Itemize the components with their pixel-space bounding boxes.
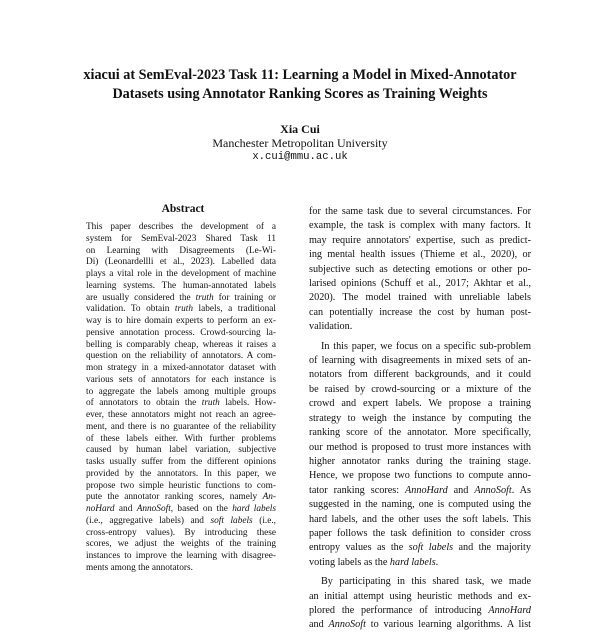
introduction-column bbox=[309, 205, 531, 633]
paragraph-line: hard labels, and the other uses the soft labels. This bbox=[309, 513, 531, 525]
paragraph-line: crowd and expert labels. We propose a training bbox=[309, 398, 531, 410]
author-block bbox=[150, 123, 450, 164]
paragraph-line: for the same task due to several circumstances. For bbox=[309, 206, 531, 217]
paragraph-line: our method is proposed to trust more instances with bbox=[309, 441, 531, 453]
paragraph-line: can potentially increase the cost by human post- bbox=[309, 306, 531, 318]
abstract-line: pute the annotator ranking scores, namely An- bbox=[86, 492, 276, 503]
abstract-line: way is to hire domain experts to perform an ex- bbox=[86, 316, 276, 326]
abstract-line: validation. To obtain truth labels, a traditional bbox=[86, 304, 276, 315]
paragraph-line: validation. bbox=[309, 321, 353, 333]
abstract-line: noHard and AnnoSoft, based on the hard labels bbox=[86, 504, 277, 514]
paragraph-line: example, the task is complex with many factors. It bbox=[309, 220, 531, 232]
paragraph-line: suggested in the naming, one is computed using the bbox=[309, 499, 531, 511]
abstract-line: (i.e., aggregative labels) and soft labels (i.e., bbox=[86, 515, 277, 526]
paragraph-line: tator ranking scores: AnnoHard and AnnoSoft. As bbox=[309, 484, 532, 496]
paragraph-line: larised opinions (Schuff et al., 2017; Akhtar et al., bbox=[309, 278, 531, 290]
abstract-line: scores, we adjust the weights of the training bbox=[86, 539, 276, 550]
abstract-line: ments among the annotators. bbox=[86, 562, 193, 573]
abstract-line: are usually considered the truth for training or bbox=[86, 292, 276, 303]
abstract-heading: Abstract bbox=[161, 203, 205, 215]
abstract-line: question on the reliability of annotators. A com- bbox=[86, 351, 276, 362]
abstract-line: propose two simple heuristic functions to com- bbox=[86, 480, 276, 491]
paragraph-line: ranking score of the annotator. More specifically, bbox=[309, 427, 531, 439]
paragraph-line: and AnnoSoft to various learning algorithms. A list bbox=[309, 619, 531, 631]
paragraph-line: be raised by crowd-sourcing or a mixture of the bbox=[309, 383, 531, 395]
paragraph bbox=[309, 575, 531, 633]
paragraph-line: higher annotator ranks during the training stage. bbox=[309, 455, 531, 467]
abstract-line: of these labels either. With further problems bbox=[86, 433, 276, 444]
paragraph-line: subjective such as detecting emotions or other po- bbox=[309, 263, 531, 275]
paragraph-line: an initial attempt using heuristic methods and ex- bbox=[309, 590, 531, 602]
abstract-line: cross-entropy values). By introducing these bbox=[86, 527, 276, 538]
abstract-line: of annotators to obtain the truth labels. How- bbox=[86, 398, 276, 409]
paragraph-line: paper follows the task definition to consider cross bbox=[309, 527, 531, 539]
abstract-line: instances to improve the learning with disagree- bbox=[86, 551, 276, 561]
abstract-line: system for SemEval-2023 Shared Task 11 bbox=[86, 233, 276, 244]
paragraph-line: Hence, we propose two functions to compute anno- bbox=[309, 470, 531, 482]
abstract-line: mon strategy in a mixed-annotator dataset with bbox=[86, 363, 276, 373]
abstract-line: caused by human label variation, subjective bbox=[86, 445, 276, 456]
paragraph-line: voting labels as the hard labels. bbox=[309, 556, 439, 568]
title-line-2: Datasets using Annotator Ranking Scores as Training Weights bbox=[112, 85, 488, 102]
author-name: Xia Cui bbox=[280, 122, 320, 136]
paragraph-line: 2020). The model trained with unreliable labels bbox=[309, 292, 531, 304]
abstract-line: various sets of annotators for each instance is bbox=[86, 374, 276, 385]
abstract-line: This paper describes the development of a bbox=[86, 222, 276, 232]
paragraph-line: ing mental health issues (Thieme et al., 2020), or bbox=[309, 249, 531, 261]
paragraph bbox=[309, 205, 531, 335]
paragraph-line: By participating in this shared task, we made bbox=[321, 576, 531, 588]
abstract-body bbox=[86, 222, 276, 575]
abstract-line: belling is comparably cheap, whereas it raises a bbox=[86, 339, 276, 350]
paragraph-line: entropy values as the soft labels and the majority bbox=[309, 542, 531, 554]
paragraph-line: In this paper, we focus on a specific sub-problem bbox=[321, 340, 531, 352]
paragraph-line: strategy to weigh the instance by computing the bbox=[309, 412, 531, 424]
abstract-line: to aggregate the labels among multiple groups bbox=[86, 386, 276, 397]
abstract-line: ment, and there is no guarantee of the reliability bbox=[86, 421, 276, 432]
abstract-line: Di) (Leonardellli et al., 2023). Labelled data bbox=[86, 257, 276, 268]
abstract-line: learning systems. The human-annotated labels bbox=[86, 280, 276, 291]
paragraph-line: may require annotators' expertise, such as predict- bbox=[309, 234, 531, 246]
paragraph-line: of learning with disagreements in mixed sets of an- bbox=[309, 355, 531, 367]
abstract-line: tasks usually suffer from the different opinions bbox=[86, 457, 276, 467]
paragraph-line: plored the performance of introducing AnnoHard bbox=[309, 604, 531, 616]
title-line-1: xiacui at SemEval-2023 Task 11: Learning a Model in Mixed-Annotator bbox=[83, 67, 517, 83]
author-email: x.cui@mmu.ac.uk bbox=[252, 150, 348, 163]
abstract-line: provided by the annotators. In this paper, we bbox=[86, 468, 276, 479]
abstract-line: on Learning with Disagreements (Le-Wi- bbox=[86, 245, 276, 256]
paper-title bbox=[40, 66, 560, 103]
paragraph-line: notators from different backgrounds, and it could bbox=[309, 369, 531, 381]
abstract-line: plays a vital role in the development of machine bbox=[86, 269, 276, 279]
paragraph bbox=[309, 340, 531, 571]
abstract-line: ever, these annotators might not reach an agree- bbox=[86, 410, 276, 420]
author-affiliation: Manchester Metropolitan University bbox=[212, 135, 388, 150]
abstract-line: pensive annotation process. Crowd-sourcing la- bbox=[86, 327, 276, 338]
